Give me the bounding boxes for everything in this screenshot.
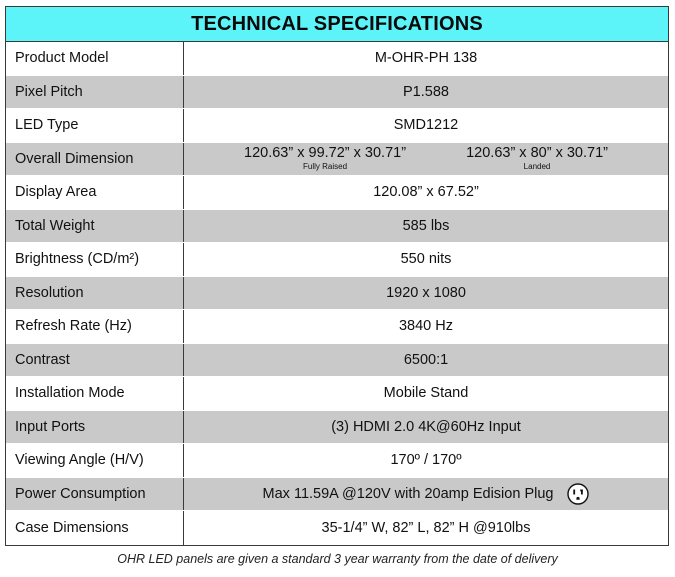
row-value: 170º / 170º [390,452,462,469]
row-label: LED Type [6,109,184,142]
row-value: 6500:1 [403,351,449,368]
row-value: 35-1/4” W, 82” L, 82” H @910lbs [321,519,531,536]
row-value: P1.588 [403,83,449,100]
table-row [6,210,668,244]
table-row [6,444,668,478]
row-label: Installation Mode [6,377,184,410]
table-row [6,511,668,545]
row-label: Resolution [6,277,184,310]
row-label: Product Model [6,42,184,75]
row-value: 550 nits [400,251,452,268]
table-row [6,76,668,110]
dimension-raised-value: 120.63” x 99.72” x 30.71” [244,145,407,162]
row-value: SMD1212 [393,117,459,134]
dimension-raised-note: Fully Raised [303,161,348,171]
table-row [6,143,668,177]
row-label: Total Weight [6,210,184,243]
row-label: Input Ports [6,411,184,444]
row-value-dual [184,143,668,176]
dimension-landed-note: Landed [523,161,551,171]
table-title: TECHNICAL SPECIFICATIONS [6,7,668,42]
row-value: 1920 x 1080 [386,284,466,301]
table-row [6,310,668,344]
table-row [6,411,668,445]
power-value: Max 11.59A @120V with 20amp Edision Plug [262,485,554,502]
row-value: M-OHR-PH 138 [374,50,478,67]
row-value-power [184,478,668,511]
table-row [6,277,668,311]
table-row [6,243,668,277]
row-label: Overall Dimension [6,143,184,176]
table-row [6,478,668,512]
row-label: Contrast [6,344,184,377]
table-row [6,42,668,76]
warranty-footnote: OHR LED panels are given a standard 3 year warranty from the date of delivery [117,552,558,566]
dimension-landed [466,146,608,171]
dimension-raised [244,146,406,171]
spec-table [5,6,669,546]
table-row [6,109,668,143]
table-row [6,176,668,210]
row-label: Pixel Pitch [6,76,184,109]
row-label: Refresh Rate (Hz) [6,310,184,343]
row-value: Mobile Stand [383,385,469,402]
row-value: 585 lbs [402,217,450,234]
table-row [6,377,668,411]
table-row [6,344,668,378]
row-label: Case Dimensions [6,511,184,545]
row-value: (3) HDMI 2.0 4K@60Hz Input [331,418,521,435]
dimension-landed-value: 120.63” x 80” x 30.71” [466,145,608,162]
row-label: Viewing Angle (H/V) [6,444,184,477]
row-label: Display Area [6,176,184,209]
row-label: Brightness (CD/m²) [6,243,184,276]
row-value: 3840 Hz [398,318,453,335]
row-label: Power Consumption [6,478,184,511]
row-value: 120.08” x 67.52” [373,184,479,201]
outlet-plug-icon [567,483,589,505]
